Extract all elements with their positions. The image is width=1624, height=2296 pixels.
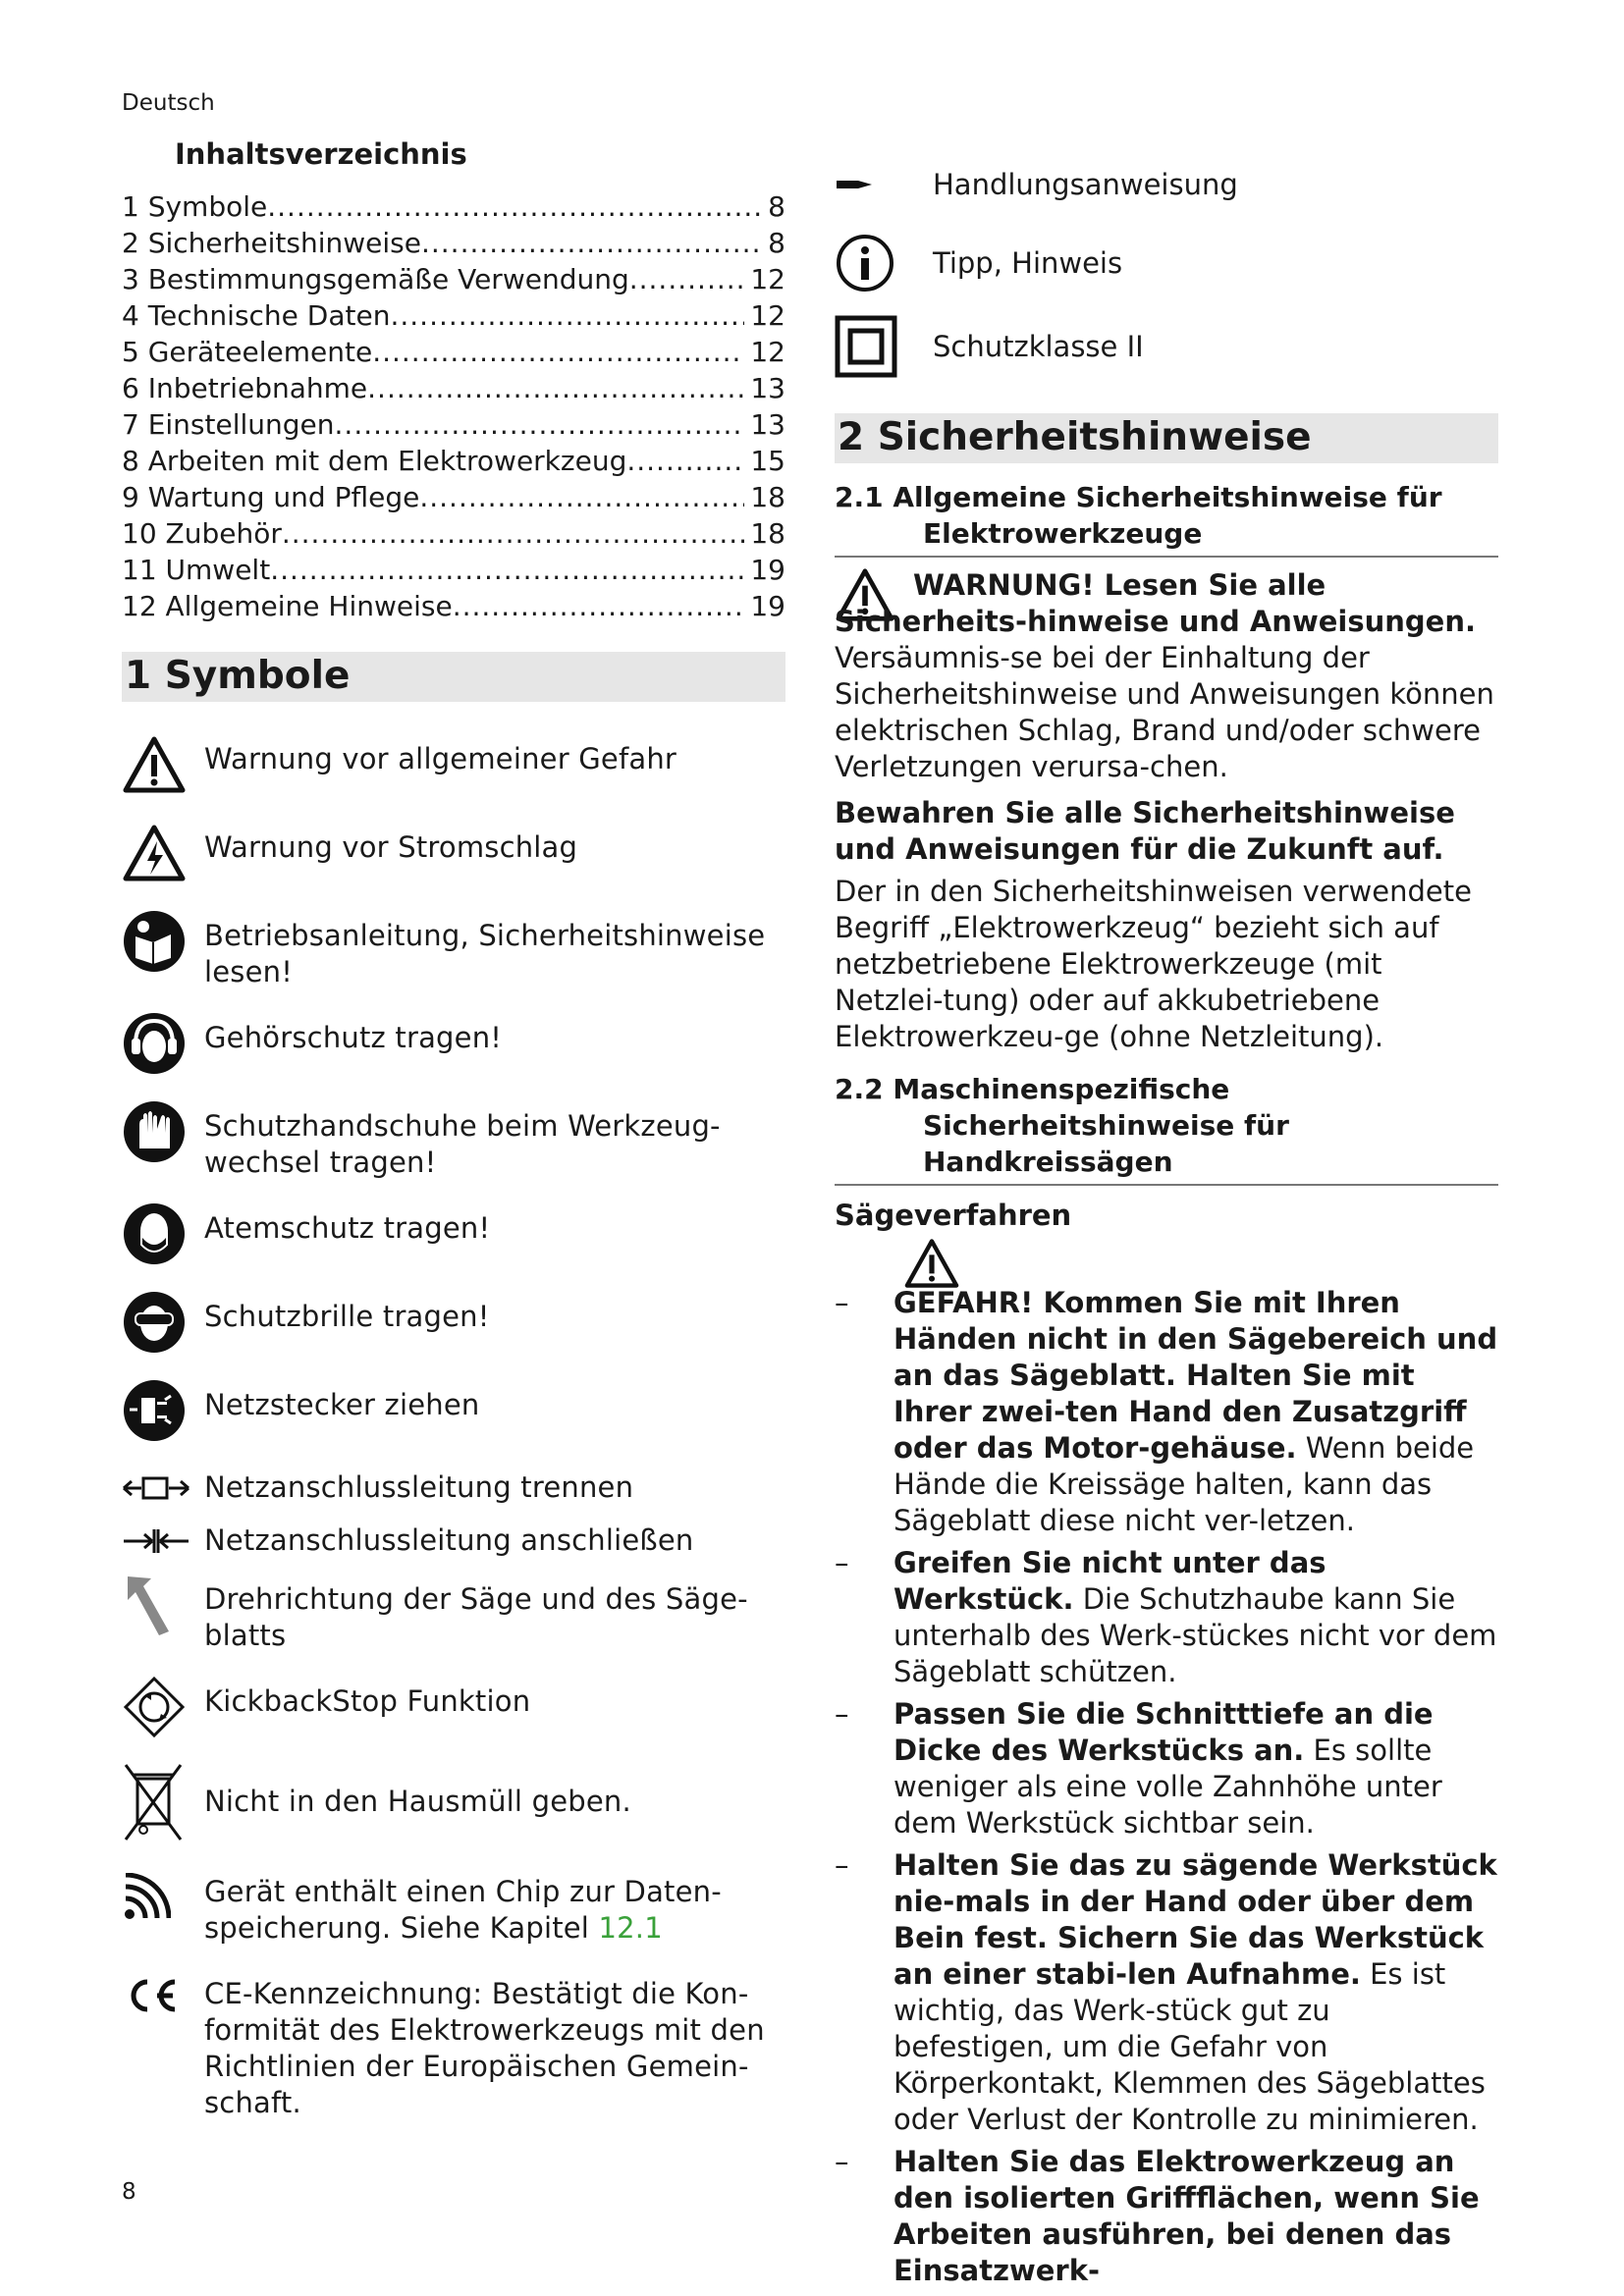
list-item: – Halten Sie das Elektrowerkzeug an den isolierten Griffflächen, wenn Sie Arbeiten ausführen, bei denen das Einsatzwerk- <box>835 2145 1480 2287</box>
symbol-item: Netzstecker ziehen <box>122 1375 785 1446</box>
protection-class-ii-icon <box>835 309 933 384</box>
keep-notice: Bewahren Sie alle Sicherheitshinweise und Anweisungen für die Zukunft auf. <box>835 796 1455 866</box>
warning-text: Versäumnis-se bei der Einhaltung der Sicherheitshinweise und Anweisungen können elektrischen Schlag, Brand und/oder schwere Verletzungen verursa-chen. <box>835 641 1494 783</box>
symbol-item: Schutzklasse II <box>835 309 1498 384</box>
page-language: Deutsch <box>122 90 215 116</box>
toc-item[interactable]: 6 Inbetriebnahme ..... 13 <box>122 370 785 406</box>
gloves-icon <box>122 1096 204 1167</box>
symbol-item: Schutzhandschuhe beim Werkzeug-wechsel tragen! <box>122 1096 785 1181</box>
symbol-item: Betriebsanleitung, Sicherheitshinweise lesen! <box>122 906 785 990</box>
kickbackstop-icon <box>122 1672 204 1742</box>
symbol-item: Schutzbrille tragen! <box>122 1287 785 1358</box>
symbol-item: Drehrichtung der Säge und des Säge-blatts <box>122 1570 785 1654</box>
symbol-item: Handlungsanweisung <box>835 152 1498 217</box>
toc-title: Inhaltsverzeichnis <box>175 137 467 171</box>
symbol-item: Warnung vor Stromschlag <box>122 818 785 888</box>
symbol-item: KickbackStop Funktion <box>122 1672 785 1742</box>
symbol-list <box>122 729 785 2121</box>
hearing-protection-icon <box>122 1008 204 1079</box>
symbol-item: Warnung vor allgemeiner Gefahr <box>122 729 785 800</box>
toc-item[interactable]: 9 Wartung und Pflege ..... 18 <box>122 479 785 515</box>
symbol-item: Nicht in den Hausmüll geben. <box>122 1760 785 1844</box>
toc-item[interactable]: 12 Allgemeine Hinweise ..... 19 <box>122 588 785 624</box>
symbol-item: CE-Kennzeichnung: Bestätigt die Kon-formität des Elektrowerkzeugs mit den Richtlinien der Europäischen Gemein-schaft. <box>122 1964 785 2121</box>
electric-shock-icon <box>122 818 204 888</box>
rotation-direction-icon <box>122 1570 204 1640</box>
toc-item[interactable]: 7 Einstellungen ..... 13 <box>122 406 785 443</box>
toc-item[interactable]: 3 Bestimmungsgemäße Verwendung ..... 12 <box>122 261 785 297</box>
list-item: – Halten Sie das zu sägende Werkstück nie-mals in der Hand oder über dem Bein fest. Sichern Sie das Werkstück an einer stabi-len Aufnahme. Es ist wichtig, das Werk-stück gut zu befestigen, um die Gefahr von Körperkontakt, Klemmen des Sägeblattes oder Verlust der Kontrolle zu minimieren. <box>835 1848 1497 2136</box>
read-manual-icon <box>122 906 204 977</box>
general-warning <box>835 567 1498 785</box>
unplug-icon <box>122 1375 204 1446</box>
subsection-heading-2-2: 2.2 Maschinenspezifische Sicherheitshinweise für Handkreissägen <box>835 1071 1498 1186</box>
list-item: – Passen Sie die Schnitttiefe an die Dicke des Werkstücks an. Es sollte weniger als eine volle Zahnhöhe unter dem Werkstück sichtbar sein. <box>835 1697 1442 1840</box>
subsection-heading-2-1: 2.1 Allgemeine Sicherheitshinweise für Elektrowerkzeuge <box>835 479 1498 558</box>
ce-mark-icon <box>122 1964 204 2035</box>
safety-goggles-icon <box>122 1287 204 1358</box>
connect-cable-icon <box>122 1517 204 1566</box>
info-icon <box>835 231 933 295</box>
disconnect-cable-icon <box>122 1464 204 1513</box>
list-item: – GEFAHR! Kommen Sie mit Ihren Händen nicht in den Sägebereich und an das Sägeblatt. Halten Sie mit Ihrer zwei-ten Hand den Zusatzgriff oder das Motor-gehäuse. Wenn beide Hände die Kreissäge halten, kann das Sägeblatt diese nicht ver-letzen. <box>835 1286 1498 1537</box>
symbol-item <box>122 1862 785 1947</box>
toc-item[interactable]: 11 Umwelt ..... 19 <box>122 552 785 588</box>
term-definition: Der in den Sicherheitshinweisen verwendete Begriff „Elektrowerkzeug“ bezieht sich auf netzbetriebene Elektrowerkzeuge (mit Netzlei-tung) oder auf akkubetriebene Elektrowerkzeu-ge (ohne Netzleitung). <box>835 875 1472 1053</box>
warning-bold: WARNUNG! Lesen Sie alle Sicherheits-hinweise und Anweisungen. <box>835 568 1476 638</box>
list-item: – Greifen Sie nicht unter das Werkstück. Die Schutzhaube kann Sie unterhalb des Werk-stückes nicht vor dem Sägeblatt schützen. <box>835 1546 1497 1688</box>
warning-triangle-icon <box>122 729 204 800</box>
symbol-item: Netzanschlussleitung trennen <box>122 1464 785 1513</box>
symbol-item: Atemschutz tragen! <box>122 1199 785 1269</box>
rfid-chip-icon <box>122 1862 204 1933</box>
rfid-text: Gerät enthält einen Chip zur Daten-speicherung. Siehe Kapitel <box>204 1875 722 1945</box>
toc-item[interactable]: 8 Arbeiten mit dem Elektrowerkzeug ..... 15 <box>122 443 785 479</box>
page-number: 8 <box>122 2179 136 2205</box>
toc-item[interactable]: 10 Zubehör ..... 18 <box>122 515 785 552</box>
symbol-item: Gehörschutz tragen! <box>122 1008 785 1079</box>
section-heading-sicherheitshinweise: 2 Sicherheitshinweise <box>835 413 1498 463</box>
section-heading-symbole: 1 Symbole <box>122 652 785 702</box>
toc-item[interactable]: 1 Symbole ..... 8 <box>122 188 785 225</box>
symbol-item: Tipp, Hinweis <box>835 231 1498 295</box>
symbol-item: Netzanschlussleitung anschließen <box>122 1517 785 1566</box>
left-column <box>122 137 785 2139</box>
toc-item[interactable]: 2 Sicherheitshinweise ..... 8 <box>122 225 785 261</box>
saegeverfahren-heading: Sägeverfahren <box>835 1199 1072 1232</box>
right-column <box>835 152 1498 2289</box>
safety-list <box>835 1285 1498 2289</box>
toc-list <box>122 188 785 624</box>
crossed-bin-icon <box>122 1760 204 1844</box>
chapter-link[interactable]: 12.1 <box>598 1911 663 1945</box>
respirator-icon <box>122 1199 204 1269</box>
toc-item[interactable]: 4 Technische Daten ..... 12 <box>122 297 785 334</box>
toc-item[interactable]: 5 Geräteelemente ..... 12 <box>122 334 785 370</box>
arrow-instruction-icon <box>835 152 933 217</box>
